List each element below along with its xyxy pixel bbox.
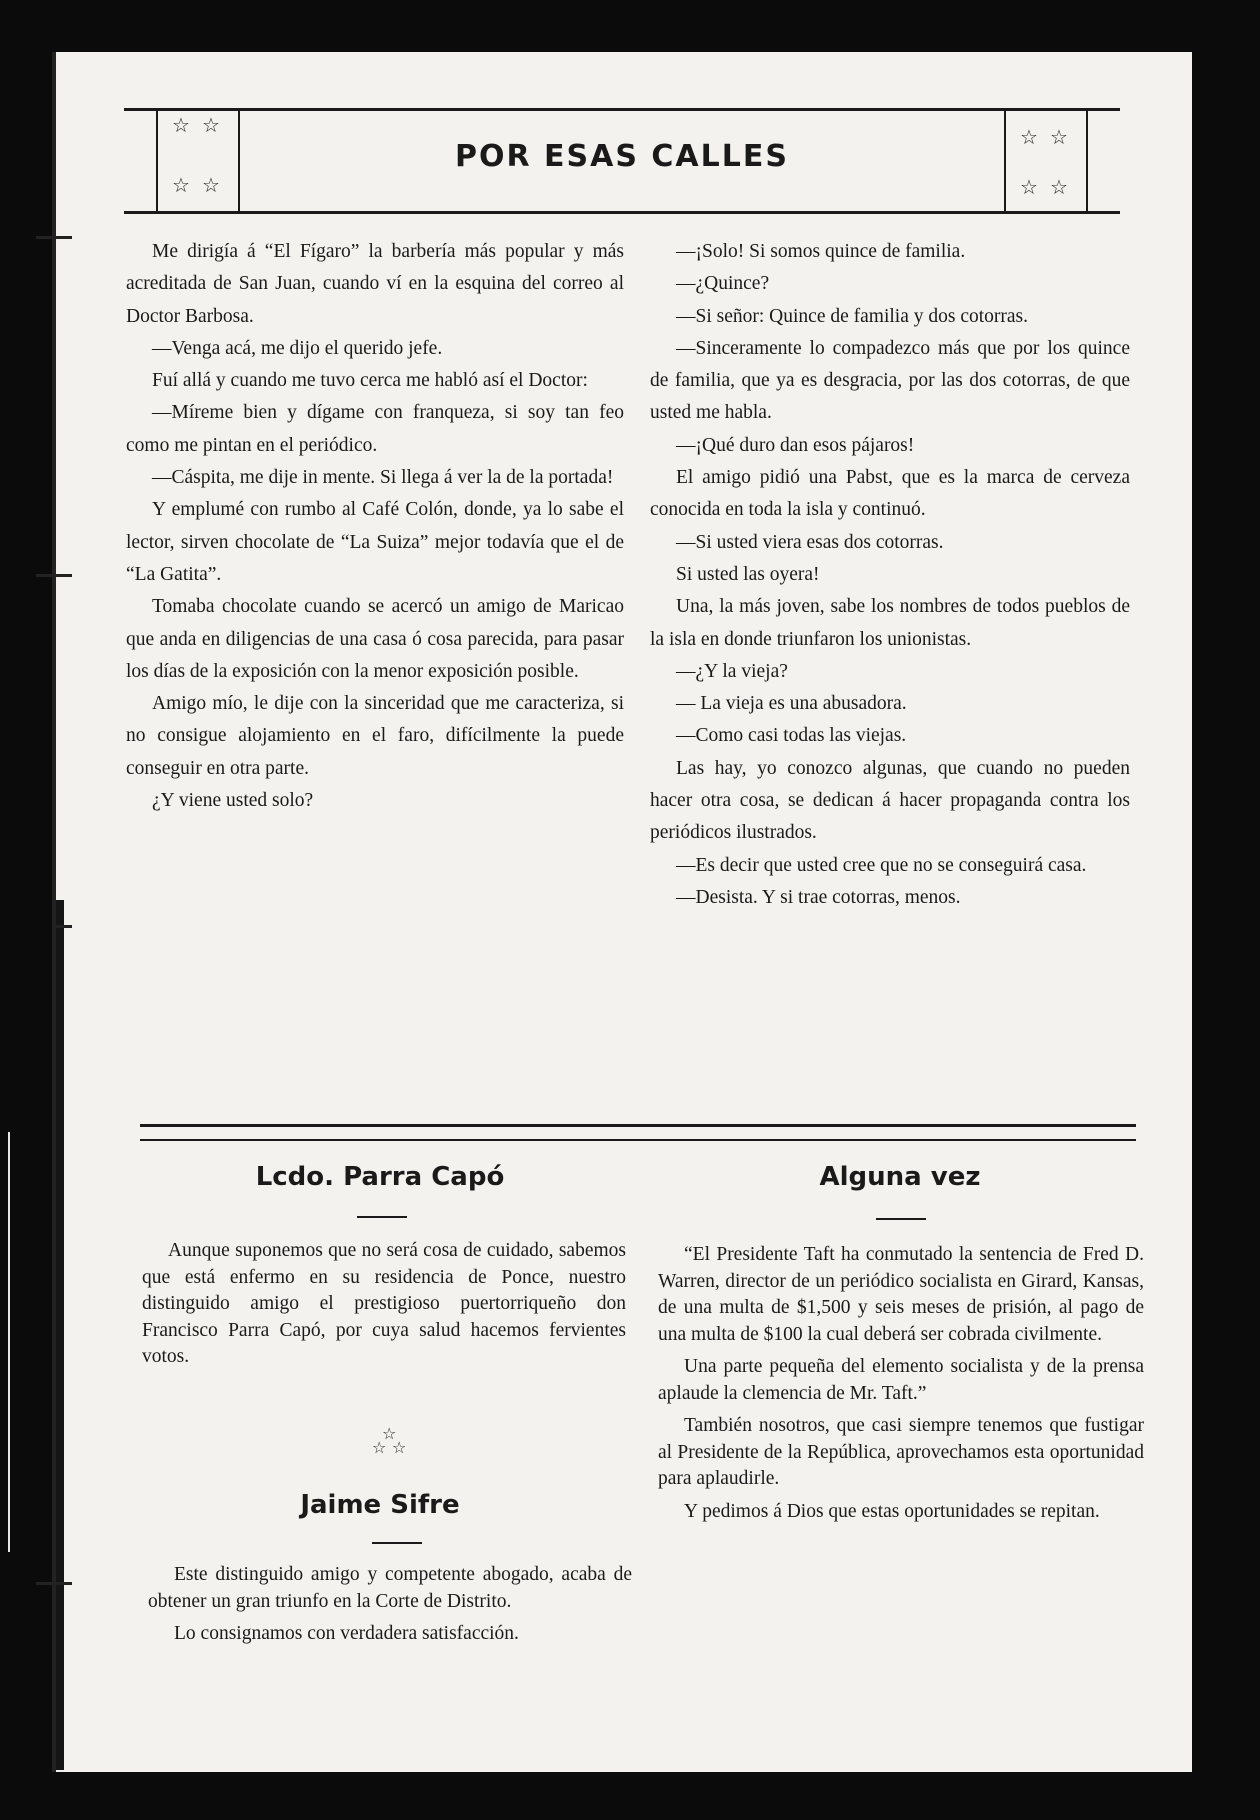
paragraph: —Míreme bien y dígame con franqueza, si soy tan feo como me pintan en el periódico. bbox=[126, 402, 624, 456]
alguna-note bbox=[658, 1242, 1144, 1531]
star-ornament-center bbox=[360, 1424, 420, 1464]
article-column-right bbox=[650, 236, 1130, 914]
binding-mark bbox=[36, 1582, 72, 1585]
sifre-note bbox=[148, 1562, 632, 1654]
paragraph: — La vieja es una abusadora. bbox=[676, 693, 907, 715]
paragraph: Una, la más joven, sabe los nombres de todos pueblos de la isla en donde triunfaron los unionistas. bbox=[650, 596, 1130, 650]
star-icon: ☆ bbox=[1020, 175, 1038, 199]
paragraph: —Venga acá, me dijo el querido jefe. bbox=[152, 337, 443, 359]
star-icon: ☆ bbox=[202, 173, 220, 197]
paragraph: Y emplumé con rumbo al Café Colón, donde, ya lo sabe el lector, sirven chocolate de “La Suiza” mejor todavía que el de “La Gatita”. bbox=[126, 499, 624, 585]
paragraph: Me dirigía á “El Fígaro” la barbería más popular y más acreditada de San Juan, cuando ví en la esquina del correo al Doctor Barbosa. bbox=[126, 241, 624, 327]
paragraph: ¿Y viene usted solo? bbox=[152, 790, 314, 812]
star-ornament-right bbox=[1004, 111, 1088, 211]
paragraph: —¿Quince? bbox=[676, 273, 770, 295]
paragraph: Amigo mío, le dije con la sinceridad que me caracteriza, si no consigue alojamiento en el faro, difícilmente la puede conseguir en otra parte. bbox=[126, 693, 624, 779]
star-icon: ☆ bbox=[372, 1438, 387, 1457]
paragraph: Tomaba chocolate cuando se acercó un amigo de Maricao que anda en diligencias de una casa ó cosa parecida, para pasar los días de la exposición con la menor exposición posible. bbox=[126, 596, 624, 682]
section-divider bbox=[140, 1124, 1136, 1141]
paragraph: —Si señor: Quince de familia y dos cotorras. bbox=[676, 305, 1028, 327]
paragraph: También nosotros, que casi siempre tenemos que fustigar al Presidente de la República, aprovechamos esta oportunidad para aplaudirle. bbox=[658, 1415, 1144, 1489]
parra-note bbox=[142, 1238, 626, 1377]
star-icon: ☆ bbox=[382, 1424, 397, 1443]
paragraph: —¡Qué duro dan esos pájaros! bbox=[676, 434, 915, 456]
star-icon: ☆ bbox=[1050, 125, 1068, 149]
star-icon: ☆ bbox=[172, 113, 190, 137]
heading-rule bbox=[357, 1216, 407, 1218]
paragraph: —¡Solo! Si somos quince de familia. bbox=[676, 241, 966, 262]
paragraph: Y pedimos á Dios que estas oportunidades se repitan. bbox=[684, 1500, 1100, 1522]
heading-rule bbox=[876, 1218, 926, 1220]
star-ornament-left bbox=[156, 111, 240, 211]
star-icon: ☆ bbox=[202, 113, 220, 137]
paragraph: —Desista. Y si trae cotorras, menos. bbox=[676, 886, 961, 908]
paragraph: Aunque suponemos que no será cosa de cuidado, sabemos que está enfermo en su residencia de Ponce, nuestro distinguido amigo el prestigioso puertorriqueño don Francisco Parra Capó, por cuya salud hacemos fervientes votos. bbox=[142, 1240, 626, 1367]
article-column-left bbox=[126, 236, 624, 817]
sifre-heading: Jaime Sifre bbox=[300, 1490, 460, 1520]
paragraph: Lo consignamos con verdadera satisfacción. bbox=[174, 1623, 519, 1644]
scan-margin bbox=[0, 52, 52, 1772]
paragraph: Una parte pequeña del elemento socialista y de la prensa aplaude la clemencia de Mr. Taft.” bbox=[658, 1356, 1144, 1404]
paragraph: El amigo pidió una Pabst, que es la marca de cerveza conocida en toda la isla y continuó. bbox=[650, 467, 1130, 521]
star-icon: ☆ bbox=[172, 173, 190, 197]
paragraph: Fuí allá y cuando me tuvo cerca me habló así el Doctor: bbox=[152, 370, 588, 392]
paragraph: —Sinceramente lo compadezco más que por los quince de familia, que ya es desgracia, por las dos cotorras, de que usted me habla. bbox=[650, 337, 1130, 424]
paragraph: Las hay, yo conozco algunas, que cuando no pueden hacer otra cosa, se dedican á hacer propaganda contra los periódicos ilustrados. bbox=[650, 757, 1130, 844]
page-title: POR ESAS CALLES bbox=[455, 139, 789, 174]
binding-mark bbox=[36, 236, 72, 239]
parra-heading: Lcdo. Parra Capó bbox=[255, 1162, 505, 1192]
star-icon: ☆ bbox=[1020, 125, 1038, 149]
paragraph: Si usted las oyera! bbox=[676, 563, 820, 585]
paragraph: —Cáspita, me dije in mente. Si llega á ver la de la portada! bbox=[152, 467, 614, 489]
binding-shadow bbox=[56, 900, 64, 1770]
paragraph: Este distinguido amigo y competente abogado, acaba de obtener un gran triunfo en la Corte de Distrito. bbox=[148, 1564, 632, 1612]
paragraph: “El Presidente Taft ha conmutado la sentencia de Fred D. Warren, director de un periódico socialista en Girard, Kansas, de una multa de $1,500 y seis meses de prisión, al pago de una multa de $100 la cual deberá ser cobrada civilmente. bbox=[658, 1244, 1144, 1345]
binding-mark bbox=[36, 574, 72, 577]
section-header bbox=[124, 108, 1120, 214]
paragraph: —Como casi todas las viejas. bbox=[676, 725, 907, 747]
paragraph: —Si usted viera esas dos cotorras. bbox=[676, 531, 944, 553]
binding-mark bbox=[52, 925, 72, 928]
star-icon: ☆ bbox=[1050, 175, 1068, 199]
heading-rule bbox=[372, 1542, 422, 1544]
paragraph: —Es decir que usted cree que no se conseguirá casa. bbox=[676, 854, 1087, 876]
paragraph: —¿Y la vieja? bbox=[676, 660, 788, 682]
alguna-heading: Alguna vez bbox=[819, 1162, 981, 1192]
star-icon: ☆ bbox=[392, 1438, 407, 1457]
